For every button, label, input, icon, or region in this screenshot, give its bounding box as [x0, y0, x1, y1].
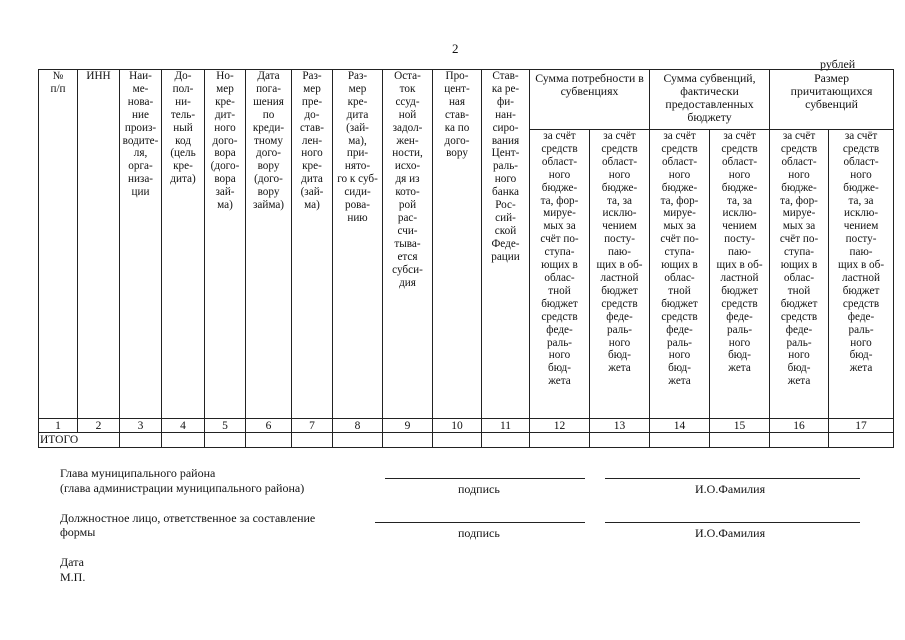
page-number: 2: [452, 41, 459, 56]
head-name-line: [605, 478, 860, 479]
subsidy-table: [38, 69, 894, 448]
head-name-caption: И.О.Фамилия: [695, 482, 766, 496]
group-header-provided: Сумма субвенций, фактически предоставленных бюджету: [650, 70, 770, 130]
official-title-line1: Должностное лицо, ответственное за составление: [60, 511, 316, 525]
subheader-due-federal: за счёт средств област- ного бюдже- та, фор- мируе- мых за счёт по- ступа- ющих в облас- тной бюджет средств феде- раль- ного бюд- жета: [770, 130, 829, 419]
col-header-interest-rate: Про- цент- ная став- ка по дого- вору: [433, 70, 482, 419]
col-header-accepted-loan-amount: Раз- мер кре- дита (зай- ма), при- нято- го к суб- сиди- рова- нию: [333, 70, 383, 419]
total-cell: [650, 433, 710, 448]
total-row: [39, 433, 894, 448]
total-cell: [590, 433, 650, 448]
column-number: 7: [292, 419, 333, 433]
column-number: 16: [770, 419, 829, 433]
total-cell: [482, 433, 530, 448]
col-header-additional-code: До- пол- ни- тель- ный код (цель кре- дита): [162, 70, 205, 419]
col-header-debt-balance: Оста- ток ссуд- ной задол- жен- ности, исхо- дя из кото- рой рас- счи- тыва- ется субси- дия: [383, 70, 433, 419]
column-number: 2: [78, 419, 120, 433]
official-name-line: [605, 522, 860, 523]
column-number: 10: [433, 419, 482, 433]
column-number: 11: [482, 419, 530, 433]
column-number: 15: [710, 419, 770, 433]
col-header-loan-amount: Раз- мер пре- до- став- лен- ного кре- дита (зай- ма): [292, 70, 333, 419]
total-cell: [433, 433, 482, 448]
stamp-label: М.П.: [60, 570, 86, 584]
official-signature-caption: подпись: [458, 526, 500, 540]
head-title-line2: (глава администрации муниципального района): [60, 481, 305, 495]
column-number: 14: [650, 419, 710, 433]
col-header-producer-name: Наи- ме- нова- ние произ- водите- ля, орга- низа- ции: [120, 70, 162, 419]
subheader-provided-federal: за счёт средств област- ного бюдже- та, фор- мируе- мых за счёт по- ступа- ющих в облас- тной бюджет средств феде- раль- ного бюд- жета: [650, 130, 710, 419]
total-cell: [383, 433, 433, 448]
total-cell: [710, 433, 770, 448]
official-name-caption: И.О.Фамилия: [695, 526, 766, 540]
total-cell: [205, 433, 246, 448]
head-signature-line: [385, 478, 585, 479]
total-cell: [162, 433, 205, 448]
total-cell: [333, 433, 383, 448]
total-label: ИТОГО: [39, 433, 120, 448]
column-number: 17: [829, 419, 894, 433]
date-label: Дата: [60, 555, 84, 569]
head-title-line1: Глава муниципального района: [60, 466, 216, 480]
total-cell: [246, 433, 292, 448]
official-signature-line: [375, 522, 585, 523]
col-header-refinancing-rate: Став- ка ре- фи- нан- сиро- вания Цент- раль- ного банка Рос- сий- ской Феде- рации: [482, 70, 530, 419]
total-cell: [530, 433, 590, 448]
total-cell: [120, 433, 162, 448]
units-label: рублей: [820, 57, 856, 71]
column-number: 6: [246, 419, 292, 433]
col-header-contract-number: Но- мер кре- дит- ного дого- вора (дого- вора зай- ма): [205, 70, 246, 419]
column-number: 5: [205, 419, 246, 433]
total-cell: [292, 433, 333, 448]
column-number: 3: [120, 419, 162, 433]
column-number: 12: [530, 419, 590, 433]
subheader-due-regional: за счёт средств област- ного бюдже- та, за исклю- чением посту- паю- щих в об- ластной бюджет средств феде- раль- ного бюд- жета: [829, 130, 894, 419]
total-cell: [829, 433, 894, 448]
column-number: 13: [590, 419, 650, 433]
subheader-provided-regional: за счёт средств област- ного бюдже- та, за исклю- чением посту- паю- щих в об- ластной бюджет средств феде- раль- ного бюд- жета: [710, 130, 770, 419]
col-header-repayment-date: Дата пога- шения по креди- тному дого- вору (дого- вору займа): [246, 70, 292, 419]
column-number: 9: [383, 419, 433, 433]
group-header-demand: Сумма потребности в субвенциях: [530, 70, 650, 130]
col-header-inn: ИНН: [78, 70, 120, 419]
column-number-row: [39, 419, 894, 433]
column-number: 1: [39, 419, 78, 433]
official-title-line2: формы: [60, 525, 96, 539]
column-number: 8: [333, 419, 383, 433]
head-signature-caption: подпись: [458, 482, 500, 496]
subheader-demand-regional: за счёт средств област- ного бюдже- та, за исклю- чением посту- паю- щих в об- ластной бюджет средств феде- раль- ного бюд- жета: [590, 130, 650, 419]
total-cell: [770, 433, 829, 448]
col-header-number: № п/п: [39, 70, 78, 419]
subheader-demand-federal: за счёт средств област- ного бюдже- та, фор- мируе- мых за счёт по- ступа- ющих в облас- тной бюджет средств феде- раль- ного бюд- жета: [530, 130, 590, 419]
group-header-due: Размер причитающихся субвенций: [770, 70, 894, 130]
column-number: 4: [162, 419, 205, 433]
